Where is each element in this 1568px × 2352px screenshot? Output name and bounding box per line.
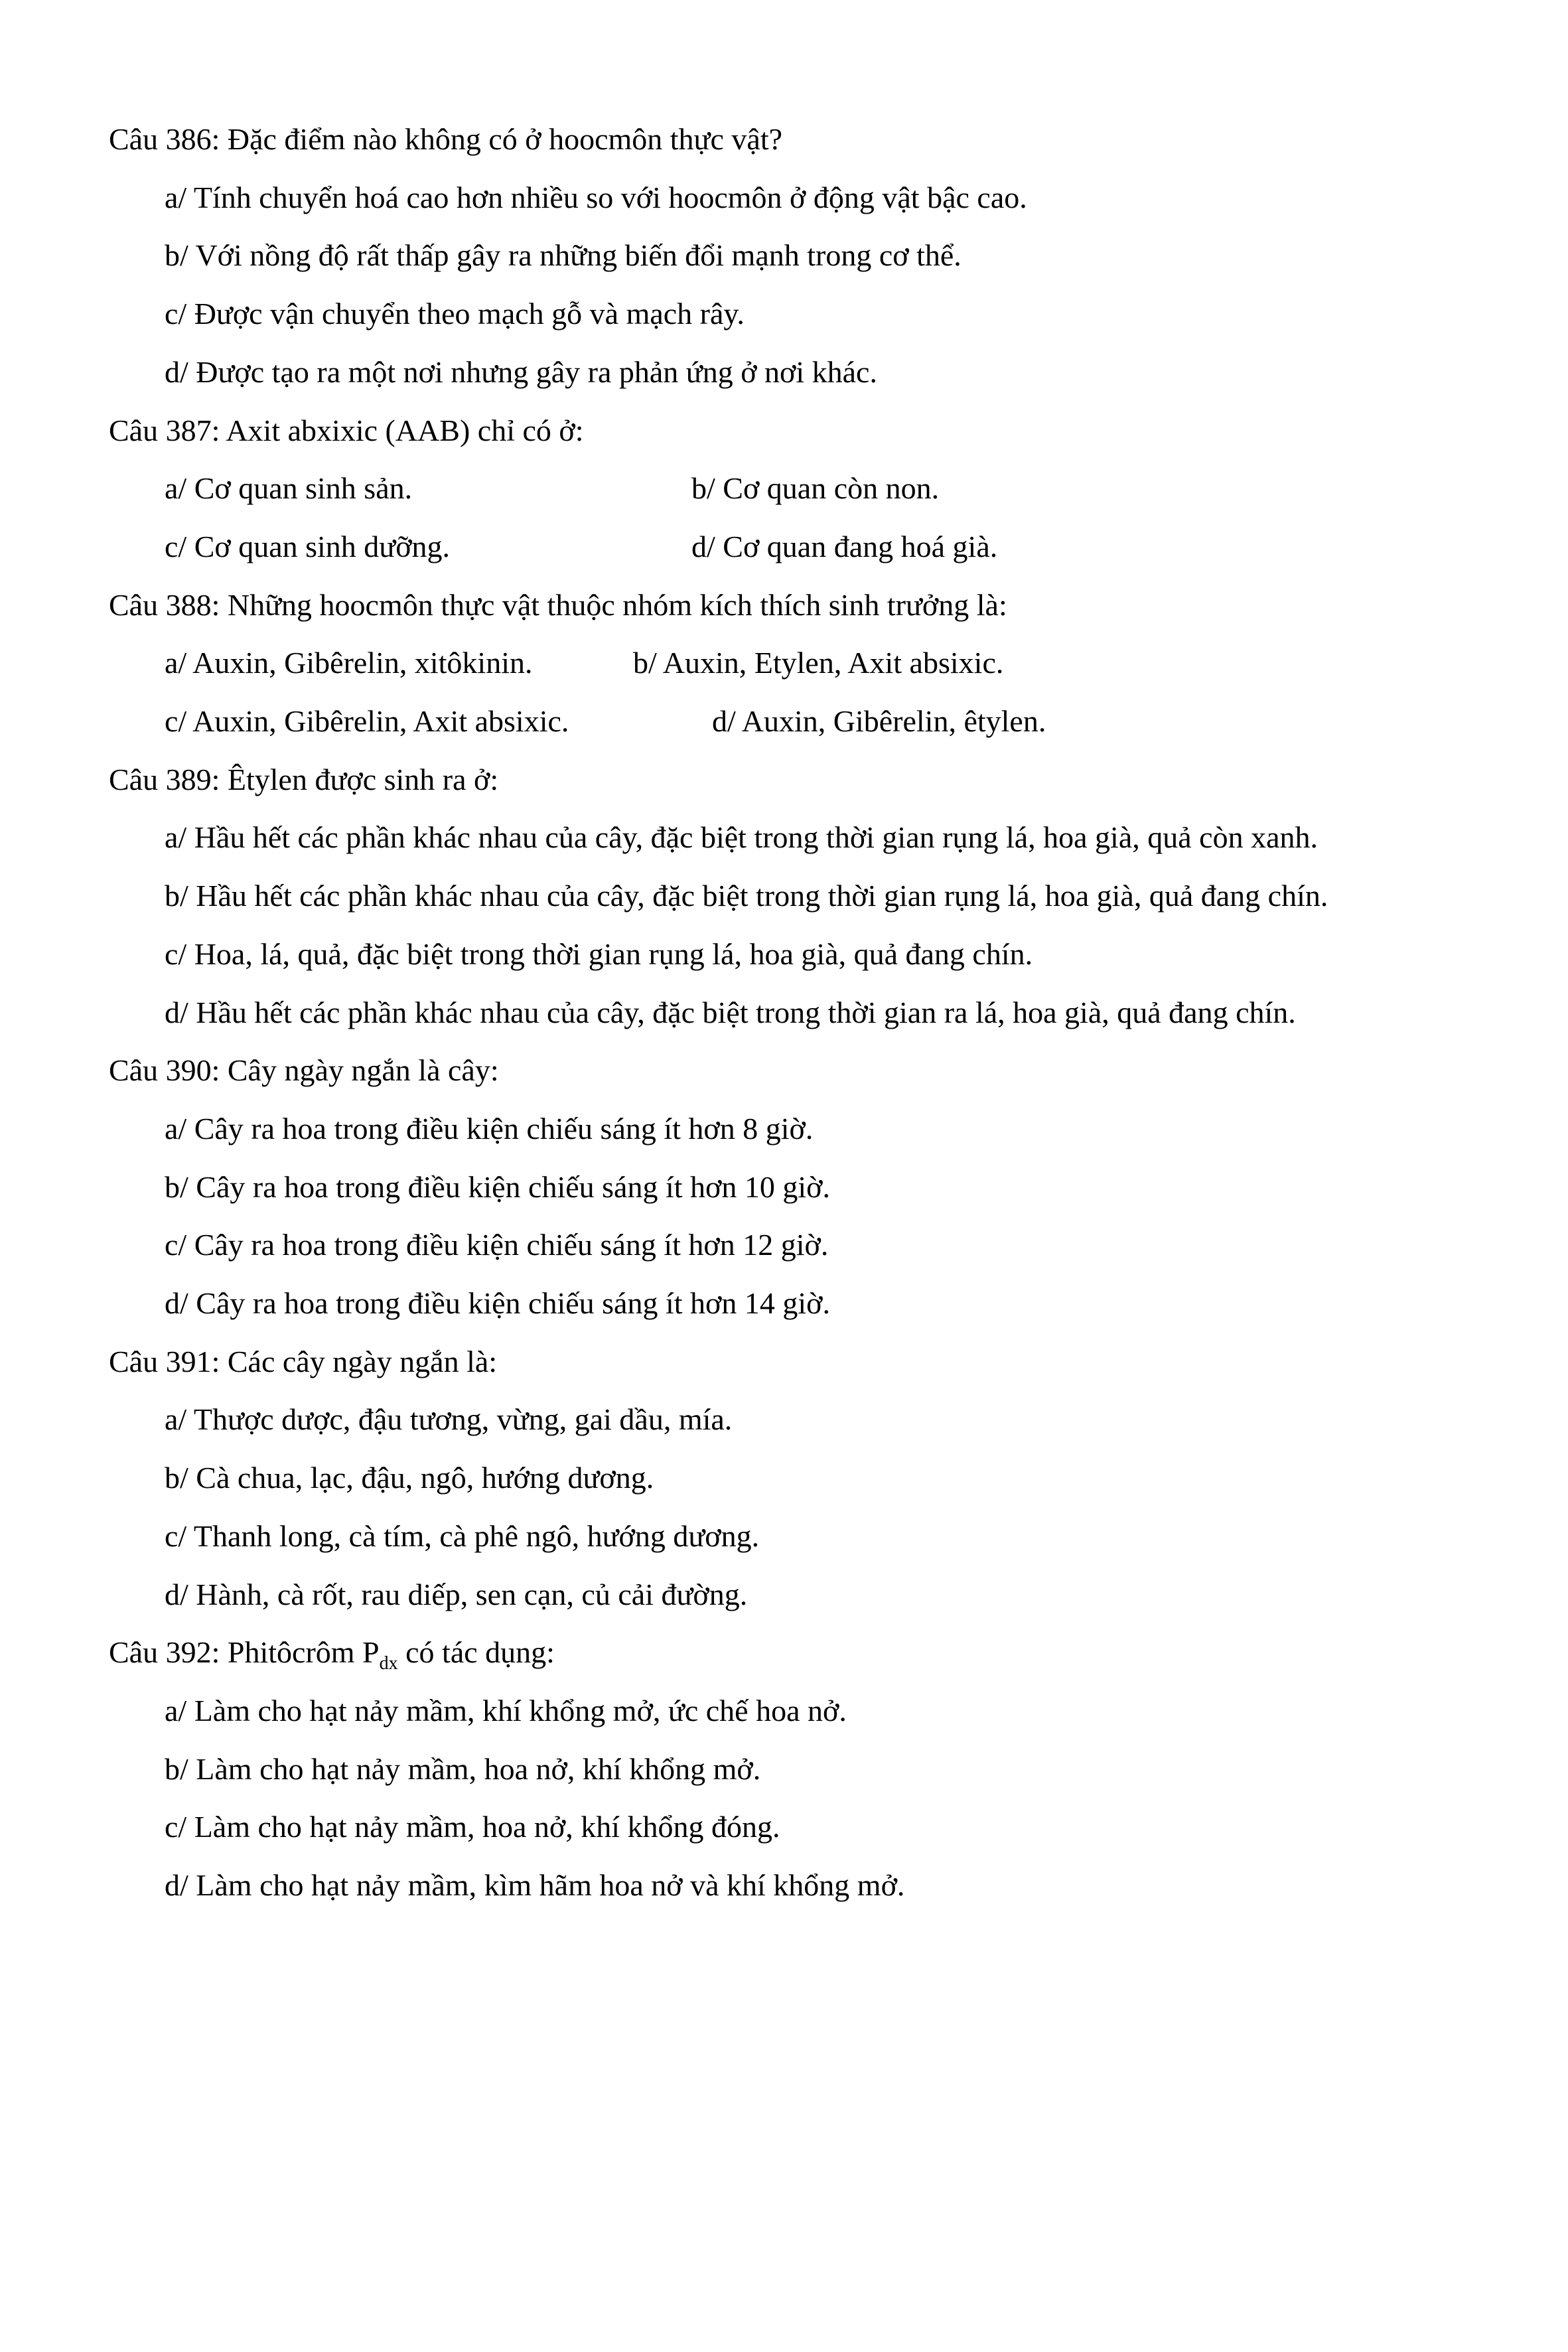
question-stem-text: Câu 387: Axit abxixic (AAB) chỉ có ở: [109,413,584,447]
answer-option: c/ Được vận chuyển theo mạch gỗ và mạch rây. [165,297,745,331]
question-stem-text: Câu 392: Phitôcrôm P [109,1635,380,1670]
answer-option: a/ Hầu hết các phần khác nhau của cây, đặc biệt trong thời gian rụng lá, hoa già, quả còn xanh. [165,820,1319,855]
question-stem-tail: có tác dụng: [397,1635,555,1670]
answer-option: a/ Làm cho hạt nảy mầm, khí khổng mở, ức chế hoa nở. [165,1693,847,1727]
question-stem [109,576,1441,634]
answer-option: a/ Cây ra hoa trong điều kiện chiếu sáng ít hơn 8 giờ. [165,1111,814,1145]
answer-option: d/ Được tạo ra một nơi nhưng gây ra phản ứng ở nơi khác. [165,354,877,389]
question-stem [109,751,1441,809]
question-stem-text: Câu 388: Những hoocmôn thực vật thuộc nhóm kích thích sinh trưởng là: [109,587,1007,622]
answer-option: d/ Hầu hết các phần khác nhau của cây, đặc biệt trong thời gian ra lá, hoa già, quả đang chín. [165,995,1296,1029]
answer-option: c/ Hoa, lá, quả, đặc biệt trong thời gian rụng lá, hoa già, quả đang chín. [165,936,1033,971]
answer-option: c/ Cơ quan sinh dưỡng. [165,529,451,563]
answer-row [165,692,1441,751]
answer-option: d/ Làm cho hạt nảy mầm, kìm hãm hoa nở và khí khổng mở. [165,1868,905,1903]
question-stem [109,1041,1441,1100]
answer-option: a/ Auxin, Gibêrelin, xitôkinin. [165,646,533,680]
question-stem-text: Câu 389: Êtylen được sinh ra ở: [109,762,499,796]
answer-row [165,634,1441,692]
answer-option: b/ Cơ quan còn non. [691,471,940,506]
answer-option: c/ Cây ra hoa trong điều kiện chiếu sáng ít hơn 12 giờ. [165,1228,829,1262]
answer-option: a/ Tính chuyển hoá cao hơn nhiều so với hoocmôn ở động vật bậc cao. [165,180,1027,214]
subscript-text: dx [379,1653,398,1674]
answer-option: c/ Thanh long, cà tím, cà phê ngô, hướng dương. [165,1518,760,1553]
answer-option: b/ Cây ra hoa trong điều kiện chiếu sáng ít hơn 10 giờ. [165,1169,830,1204]
question-stem-text: Câu 390: Cây ngày ngắn là cây: [109,1053,499,1088]
answer-option: d/ Auxin, Gibêrelin, êtylen. [712,704,1046,739]
answer-option: c/ Auxin, Gibêrelin, Axit absixic. [165,704,569,739]
question-stem [109,1623,1441,1682]
question-stem [109,1333,1441,1391]
answer-option: a/ Cơ quan sinh sản. [165,471,413,506]
question-stem-text: Câu 386: Đặc điểm nào không có ở hoocmôn thực vật? [109,122,783,156]
answer-option: b/ Hầu hết các phần khác nhau của cây, đặc biệt trong thời gian rụng lá, hoa già, quả đang chín. [165,879,1328,913]
answer-option: b/ Cà chua, lạc, đậu, ngô, hướng dương. [165,1461,654,1495]
answer-option: c/ Làm cho hạt nảy mầm, hoa nở, khí khổng đóng. [165,1810,780,1844]
answer-option: a/ Thược dược, đậu tương, vừng, gai dầu, mía. [165,1402,733,1437]
question-stem [109,402,1441,460]
answer-option: b/ Làm cho hạt nảy mầm, hoa nở, khí khổng mở. [165,1751,761,1786]
answer-option: b/ Với nồng độ rất thấp gây ra những biến đổi mạnh trong cơ thể. [165,238,962,273]
answer-option: d/ Cơ quan đang hoá già. [691,529,998,563]
question-stem-text: Câu 391: Các cây ngày ngắn là: [109,1344,498,1378]
answer-option: d/ Cây ra hoa trong điều kiện chiếu sáng ít hơn 14 giờ. [165,1286,830,1321]
document-page [109,110,1441,1915]
answer-option: b/ Auxin, Etylen, Axit absixic. [633,646,1004,680]
question-stem [109,110,1441,169]
answer-row [165,518,1441,576]
answer-row [165,459,1441,518]
answer-option: d/ Hành, cà rốt, rau diếp, sen cạn, củ cải đường. [165,1577,748,1611]
